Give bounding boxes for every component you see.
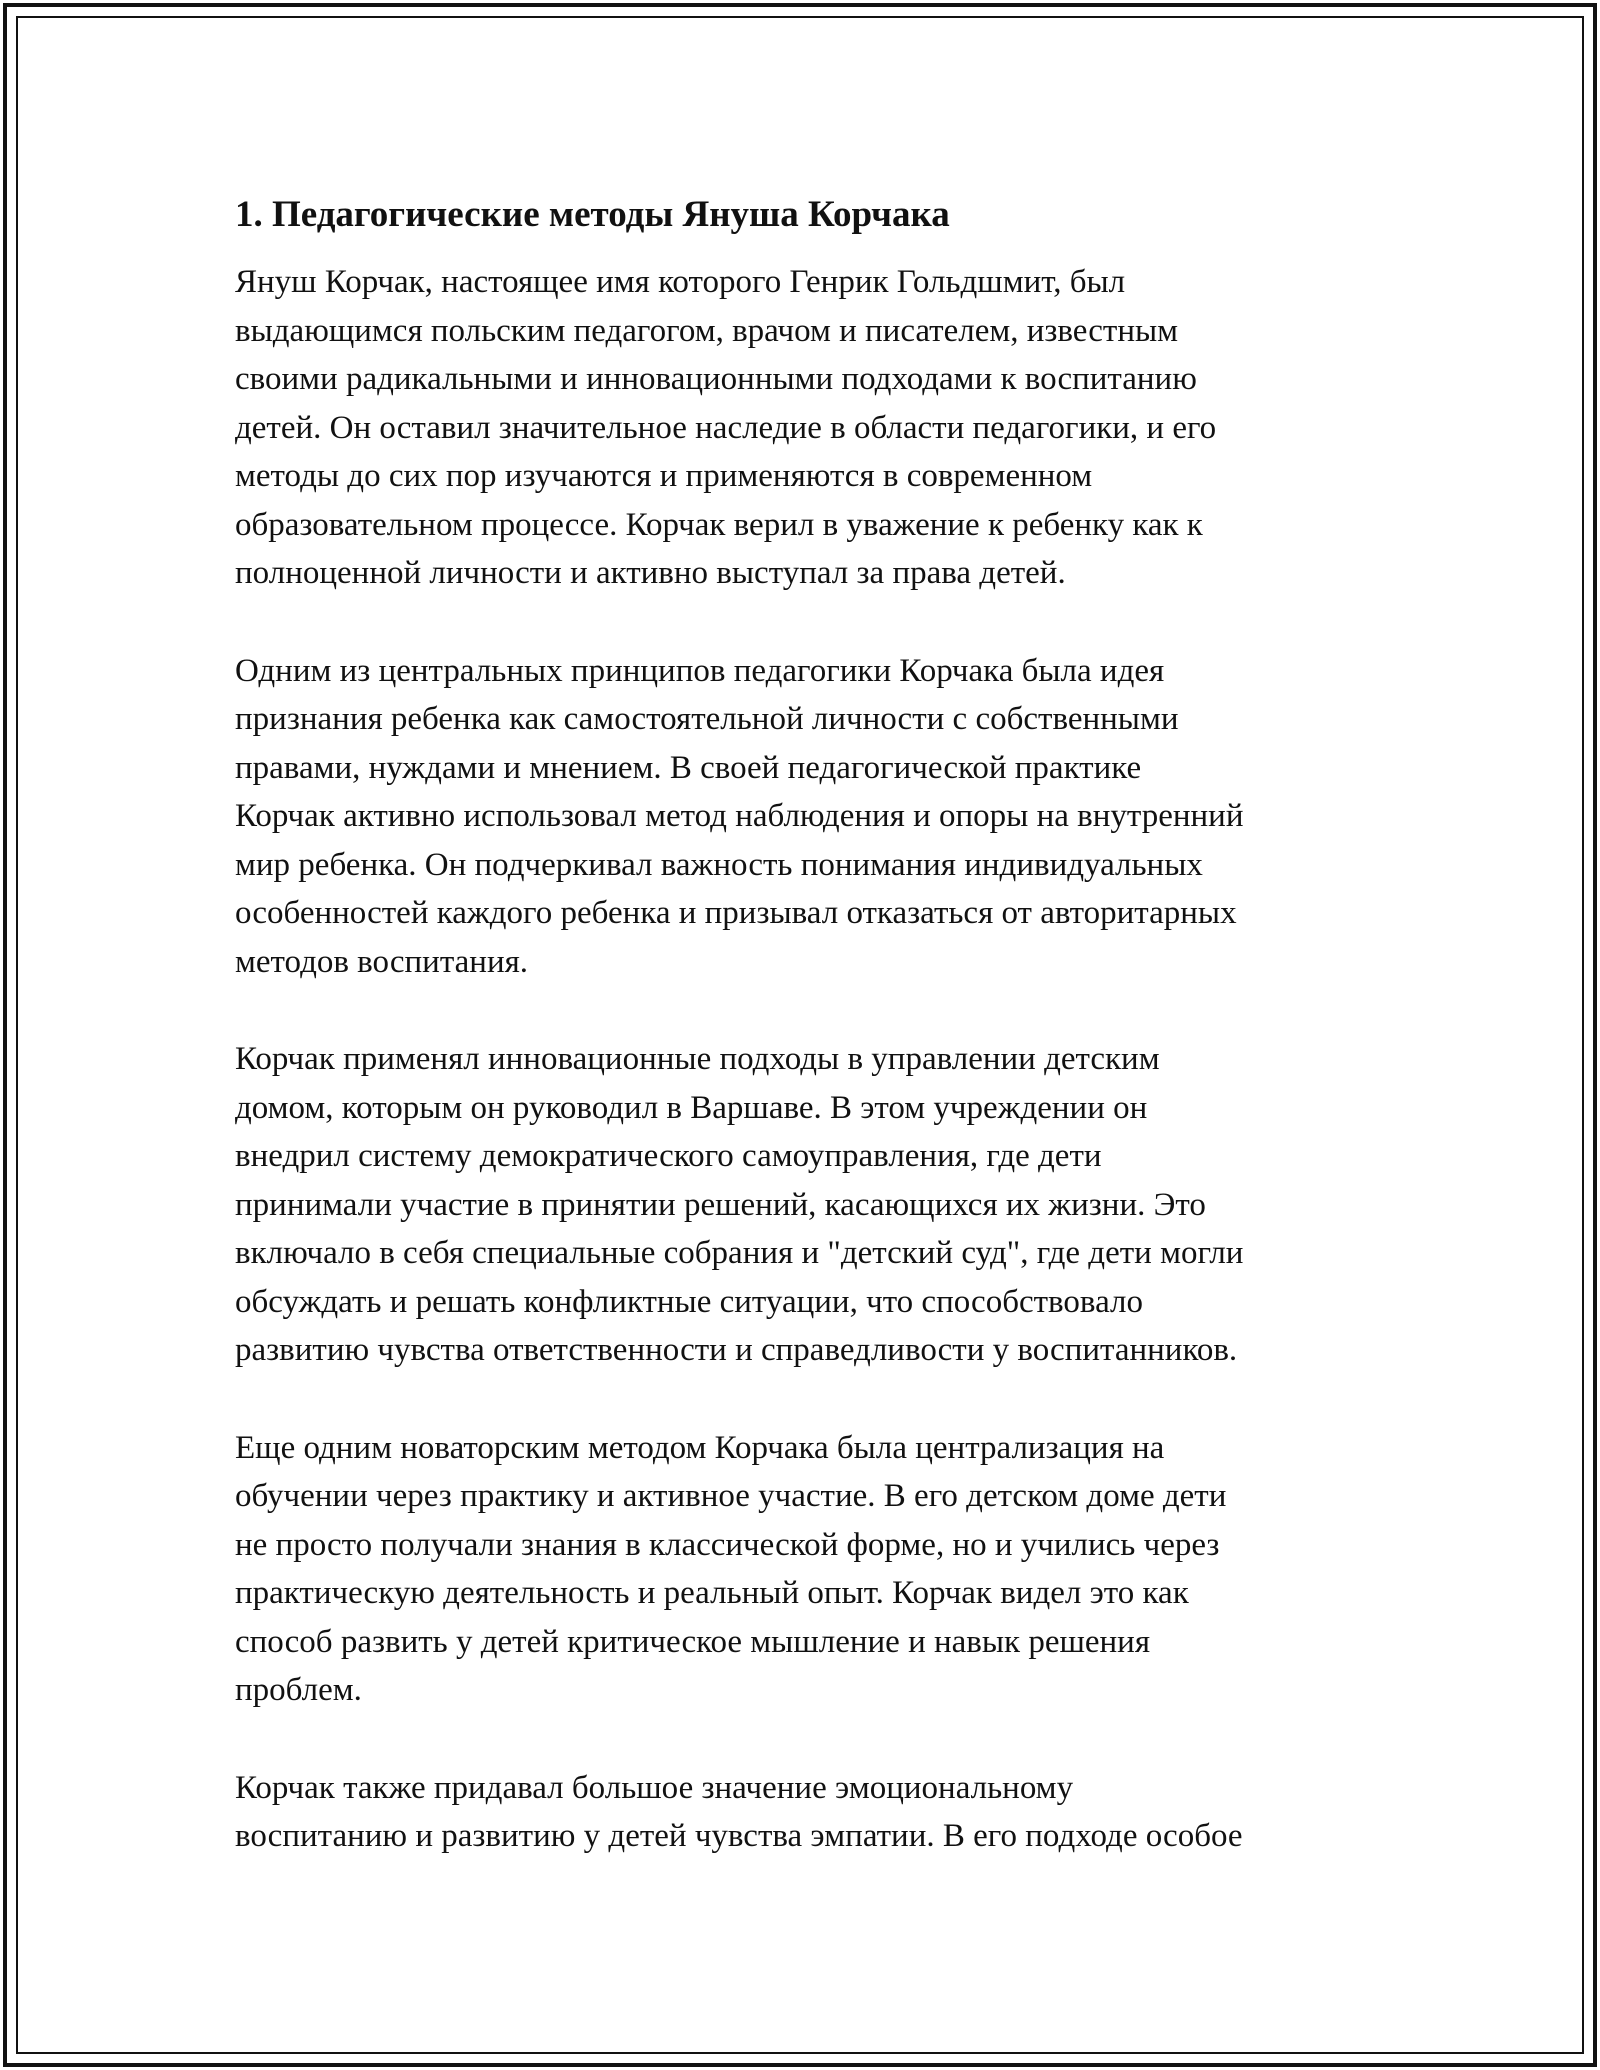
text-line: своими радикальными и инновационными подходами к воспитанию — [235, 361, 1197, 397]
text-line: Корчак также придавал большое значение эмоциональному — [235, 1769, 1074, 1806]
text-line: особенностей каждого ребенка и призывал отказаться от авторитарных — [235, 895, 1237, 931]
text-line: принимали участие в принятии решений, касающихся их жизни. Это — [235, 1186, 1206, 1223]
text-line: полноценной личности и активно выступал за права детей. — [235, 555, 1066, 591]
paragraph-5 — [235, 1764, 1385, 1861]
text-line: Одним из центральных принципов педагогики Корчака была идея — [235, 652, 1165, 689]
paragraph-3 — [235, 1035, 1385, 1375]
text-line: обучении через практику и активное участие. В его детском доме дети — [235, 1478, 1227, 1514]
text-line: Корчак активно использовал метод наблюдения и опоры на внутренний — [235, 798, 1244, 834]
text-line: методы до сих пор изучаются и применяются в современном — [235, 458, 1093, 494]
paragraph-2 — [235, 647, 1385, 987]
text-line: включало в себя специальные собрания и "детский суд", где дети могли — [235, 1235, 1244, 1271]
text-line: Януш Корчак, настоящее имя которого Генрик Гольдшмит, был — [235, 264, 1126, 300]
text-line: выдающимся польским педагогом, врачом и писателем, известным — [235, 312, 1179, 349]
text-line: проблем. — [235, 1672, 362, 1708]
paragraph-4 — [235, 1424, 1385, 1715]
text-line: обсуждать и решать конфликтные ситуации, что способствовало — [235, 1283, 1143, 1320]
text-line: домом, которым он руководил в Варшаве. В этом учреждении он — [235, 1089, 1148, 1126]
text-line: не просто получали знания в классической форме, но и учились через — [235, 1526, 1220, 1563]
text-line: практическую деятельность и реальный опыт. Корчак видел это как — [235, 1575, 1189, 1611]
document-body — [235, 183, 1385, 1910]
text-line: развитию чувства ответственности и справедливости у воспитанников. — [235, 1332, 1238, 1368]
text-line: Корчак применял инновационные подходы в управлении детским — [235, 1041, 1160, 1077]
section-heading: 1. Педагогические методы Януша Корчака — [235, 194, 950, 235]
text-line: образовательном процессе. Корчак верил в уважение к ребенку как к — [235, 506, 1203, 543]
text-line: детей. Он оставил значительное наследие в области педагогики, и его — [235, 409, 1217, 446]
text-line: способ развить у детей критическое мышление и навык решения — [235, 1623, 1151, 1660]
text-line: правами, нуждами и мнением. В своей педагогической практике — [235, 749, 1142, 786]
text-line: воспитанию и развитию у детей чувства эмпатии. В его подходе особое — [235, 1818, 1243, 1854]
text-line: Еще одним новаторским методом Корчака была централизация на — [235, 1429, 1165, 1466]
text-line: внедрил систему демократического самоуправления, где дети — [235, 1138, 1102, 1174]
paragraph-1 — [235, 258, 1385, 598]
text-line: признания ребенка как самостоятельной личности с собственными — [235, 701, 1179, 737]
text-line: мир ребенка. Он подчеркивал важность понимания индивидуальных — [235, 846, 1203, 883]
text-line: методов воспитания. — [235, 943, 529, 980]
